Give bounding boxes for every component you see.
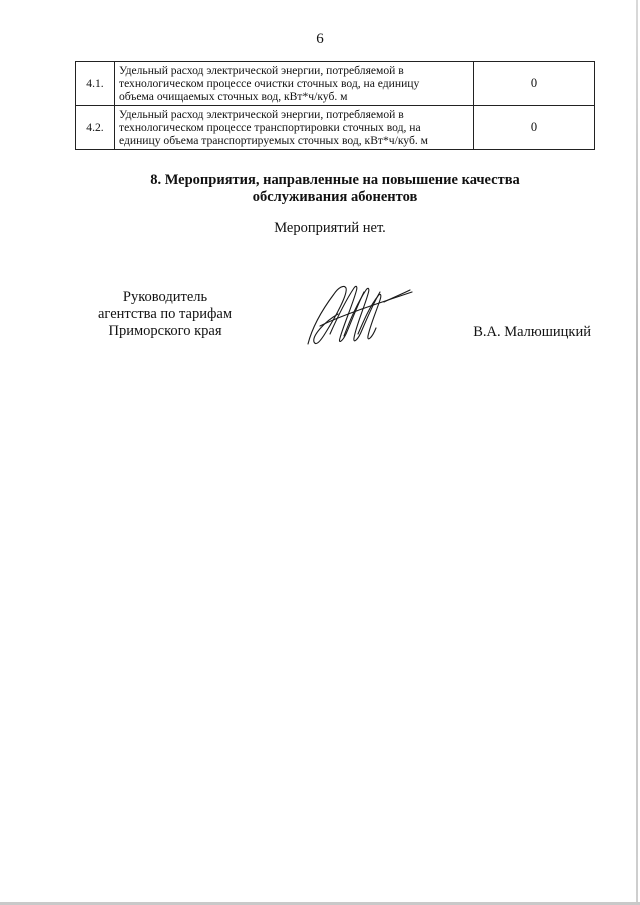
- description-line: объема очищаемых сточных вод, кВт*ч/куб. м: [119, 90, 348, 103]
- section-body-text: Мероприятий нет.: [274, 220, 386, 236]
- description-line: единицу объема транспортируемых сточных вод, кВт*ч/куб. м: [119, 134, 428, 147]
- signer-position-line: Руководитель: [122, 289, 208, 305]
- section-heading-line: обслуживания абонентов: [252, 189, 418, 205]
- table-row: [76, 62, 595, 106]
- row-value: 0: [474, 106, 595, 150]
- row-number: 4.2.: [76, 106, 115, 150]
- page-number: 6: [316, 31, 324, 47]
- signer-name: В.А. Малюшицкий: [473, 324, 591, 340]
- signer-position: [60, 289, 270, 340]
- indicators-table: [75, 61, 595, 150]
- description-line: технологическом процессе очистки сточных вод, на единицу: [119, 77, 420, 90]
- description-line: технологическом процессе транспортировки сточных вод, на: [119, 121, 421, 134]
- row-number: 4.1.: [76, 62, 115, 106]
- description-line: Удельный расход электрической энергии, потребляемой в: [119, 64, 404, 77]
- section-heading: [90, 172, 580, 206]
- row-description: [115, 106, 474, 150]
- page-edge-shadow: [636, 0, 638, 905]
- handwritten-signature: [300, 276, 418, 352]
- section-heading-line: 8. Мероприятия, направленные на повышение качества: [150, 172, 520, 188]
- row-description: [115, 62, 474, 106]
- row-value: 0: [474, 62, 595, 106]
- signer-position-line: Приморского края: [108, 323, 222, 339]
- signer-position-line: агентства по тарифам: [98, 306, 232, 322]
- description-line: Удельный расход электрической энергии, потребляемой в: [119, 108, 404, 121]
- table-row: [76, 106, 595, 150]
